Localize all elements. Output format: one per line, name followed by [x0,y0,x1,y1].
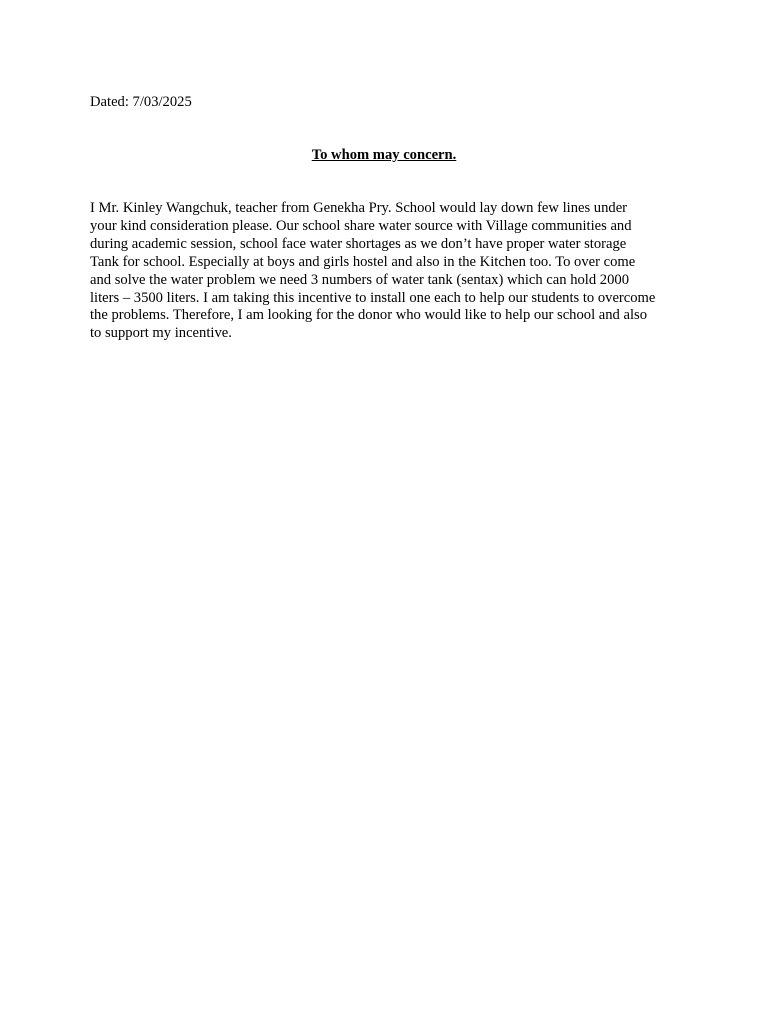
letter-heading: To whom may concern. [311,147,457,163]
letter-body [90,200,690,343]
body-line: and solve the water problem we need 3 numbers of water tank (sentax) which can hold 2000 [90,271,629,288]
body-line: to support my incentive. [90,325,232,342]
body-line: the problems. Therefore, I am looking for the donor who would like to help our school and also [90,307,648,324]
body-line: I Mr. Kinley Wangchuk, teacher from Genekha Pry. School would lay down few lines under [90,200,628,216]
body-line: your kind consideration please. Our school share water source with Village communities and [90,217,632,234]
letter-date: Dated: 7/03/2025 [90,94,192,110]
body-line: liters – 3500 liters. I am taking this incentive to install one each to help our students to overcome [90,289,656,306]
body-line: during academic session, school face water shortages as we don’t have proper water storage [90,235,627,252]
body-line: Tank for school. Especially at boys and girls hostel and also in the Kitchen too. To over come [90,253,636,270]
